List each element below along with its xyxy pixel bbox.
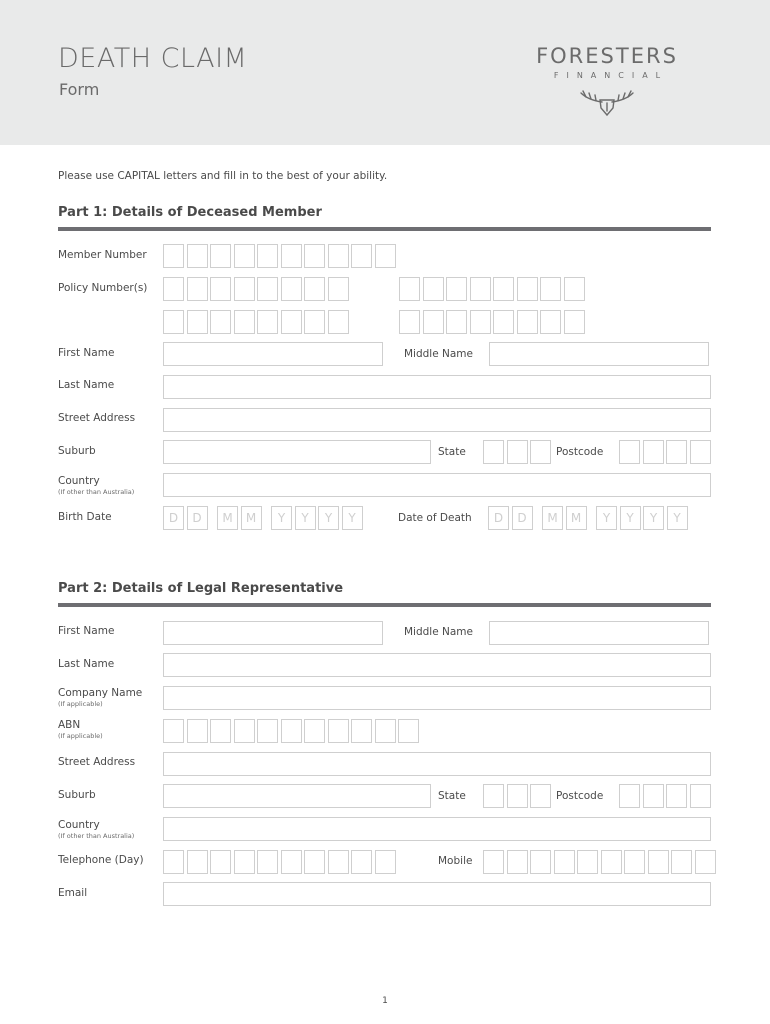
logo-tagline: FINANCIAL [553,71,669,80]
char-box[interactable] [399,310,420,334]
p2-country-note: (If other than Australia) [58,831,135,840]
char-box[interactable] [601,850,622,874]
char-box[interactable] [210,310,231,334]
p1-postcode-label: Postcode [556,446,604,458]
char-box[interactable] [564,277,585,301]
char-box[interactable] [695,850,716,874]
date-box-year[interactable]: Y [271,506,292,530]
email-field[interactable] [163,882,711,906]
char-box[interactable] [619,784,640,808]
char-box[interactable] [671,850,692,874]
char-box[interactable] [187,850,208,874]
char-box[interactable] [470,310,491,334]
abn-boxes[interactable] [163,719,419,743]
policy-number-1-boxes[interactable] [163,277,349,301]
date-box-month[interactable]: M [217,506,238,530]
char-box[interactable] [643,784,664,808]
date-box-year[interactable]: Y [318,506,339,530]
char-box[interactable] [304,310,325,334]
policy-number-2-boxes[interactable] [399,277,585,301]
p2-state-label: State [438,790,466,802]
char-box[interactable] [304,277,325,301]
p2-suburb-label: Suburb [58,789,96,801]
part2-divider [58,603,711,607]
date-box-year[interactable]: Y [295,506,316,530]
document-title: DEATH CLAIM [58,43,248,74]
date-box-day[interactable]: D [187,506,208,530]
char-box[interactable] [328,310,349,334]
char-box[interactable] [470,277,491,301]
p2-first-name-field[interactable] [163,621,383,645]
p1-state-label: State [438,446,466,458]
char-box[interactable] [281,244,302,268]
date-box-year[interactable]: Y [667,506,688,530]
telephone-label: Telephone (Day) [58,854,144,866]
char-box[interactable] [619,440,640,464]
char-box[interactable] [375,850,396,874]
p2-country-field[interactable] [163,817,711,841]
char-box[interactable] [234,277,255,301]
date-box-year[interactable]: Y [342,506,363,530]
p2-country-label-text: Country [58,819,100,831]
p2-first-name-label: First Name [58,625,115,637]
char-box[interactable] [446,310,467,334]
policy-number-4-boxes[interactable] [399,310,585,334]
p1-postcode-boxes[interactable] [619,440,711,464]
birth-date-boxes[interactable] [163,506,363,530]
date-box-day[interactable]: D [488,506,509,530]
char-box[interactable] [257,850,278,874]
char-box[interactable] [328,719,349,743]
char-box[interactable] [554,850,575,874]
part1-divider [58,227,711,231]
p2-postcode-boxes[interactable] [619,784,711,808]
char-box[interactable] [375,244,396,268]
char-box[interactable] [328,277,349,301]
char-box[interactable] [163,719,184,743]
char-box[interactable] [540,277,561,301]
company-name-field[interactable] [163,686,711,710]
char-box[interactable] [234,244,255,268]
char-box[interactable] [423,277,444,301]
part2-heading: Part 2: Details of Legal Representative [58,581,344,596]
p2-middle-name-label: Middle Name [404,626,473,638]
char-box[interactable] [281,310,302,334]
document-subtitle: Form [59,80,100,99]
char-box[interactable] [423,310,444,334]
char-box[interactable] [483,850,504,874]
char-box[interactable] [351,244,372,268]
char-box[interactable] [446,277,467,301]
char-box[interactable] [187,277,208,301]
page-number: 1 [382,996,388,1006]
char-box[interactable] [375,719,396,743]
char-box[interactable] [304,719,325,743]
char-box[interactable] [666,440,687,464]
abn-label [58,720,103,740]
char-box[interactable] [493,277,514,301]
telephone-boxes[interactable] [163,850,396,874]
p1-state-boxes[interactable] [483,440,551,464]
char-box[interactable] [564,310,585,334]
char-box[interactable] [399,277,420,301]
char-box[interactable] [398,719,419,743]
p1-country-field[interactable] [163,473,711,497]
char-box[interactable] [507,850,528,874]
member-number-boxes[interactable] [163,244,396,268]
char-box[interactable] [187,719,208,743]
char-box[interactable] [648,850,669,874]
p1-first-name-field[interactable] [163,342,383,366]
date-box-year[interactable]: Y [596,506,617,530]
char-box[interactable] [507,440,528,464]
mobile-boxes[interactable] [483,850,716,874]
company-name-label-text: Company Name [58,687,143,699]
char-box[interactable] [304,850,325,874]
char-box[interactable] [234,850,255,874]
char-box[interactable] [483,440,504,464]
char-box[interactable] [257,244,278,268]
policy-numbers-label: Policy Number(s) [58,282,148,294]
p1-country-label-text: Country [58,475,100,487]
char-box[interactable] [507,784,528,808]
date-box-month[interactable]: M [241,506,262,530]
stag-antlers-shield-icon [577,90,637,118]
logo-wordmark: FORESTERS [536,44,678,68]
char-box[interactable] [328,244,349,268]
member-number-label: Member Number [58,249,147,261]
p1-suburb-label: Suburb [58,445,96,457]
date-of-death-boxes[interactable] [488,506,688,530]
date-box-month[interactable]: M [566,506,587,530]
abn-note: (If applicable) [58,731,103,740]
abn-label-text: ABN [58,719,81,731]
char-box[interactable] [210,277,231,301]
char-box[interactable] [530,784,551,808]
char-box[interactable] [257,310,278,334]
char-box[interactable] [187,310,208,334]
char-box[interactable] [493,310,514,334]
p1-middle-name-field[interactable] [489,342,709,366]
char-box[interactable] [281,719,302,743]
char-box[interactable] [517,277,538,301]
p2-street-address-field[interactable] [163,752,711,776]
p2-street-address-label: Street Address [58,756,136,768]
p1-last-name-field[interactable] [163,375,711,399]
p2-country-label [58,820,134,840]
birth-date-label: Birth Date [58,511,112,523]
char-box[interactable] [643,440,664,464]
part1-heading: Part 1: Details of Deceased Member [58,205,322,220]
char-box[interactable] [577,850,598,874]
char-box[interactable] [163,310,184,334]
p2-last-name-label: Last Name [58,658,115,670]
p2-last-name-field[interactable] [163,653,711,677]
char-box[interactable] [210,850,231,874]
char-box[interactable] [517,310,538,334]
char-box[interactable] [257,277,278,301]
char-box[interactable] [690,784,711,808]
date-box-month[interactable]: M [542,506,563,530]
char-box[interactable] [540,310,561,334]
char-box[interactable] [210,719,231,743]
char-box[interactable] [483,784,504,808]
char-box[interactable] [351,719,372,743]
char-box[interactable] [234,719,255,743]
mobile-label: Mobile [438,855,473,867]
p2-postcode-label: Postcode [556,790,604,802]
char-box[interactable] [281,277,302,301]
p1-country-note: (If other than Australia) [58,487,135,496]
p2-middle-name-field[interactable] [489,621,709,645]
char-box[interactable] [530,850,551,874]
p1-street-address-label: Street Address [58,412,136,424]
date-of-death-label: Date of Death [398,512,472,524]
char-box[interactable] [666,784,687,808]
char-box[interactable] [351,850,372,874]
instructions-text: Please use CAPITAL letters and fill in to the best of your ability. [58,170,388,182]
p1-last-name-label: Last Name [58,379,115,391]
p1-first-name-label: First Name [58,347,115,359]
header-banner [0,0,770,145]
char-box[interactable] [328,850,349,874]
char-box[interactable] [163,850,184,874]
date-box-year[interactable]: Y [620,506,641,530]
company-name-label [58,688,142,708]
char-box[interactable] [690,440,711,464]
p1-middle-name-label: Middle Name [404,348,473,360]
date-box-year[interactable]: Y [643,506,664,530]
char-box[interactable] [624,850,645,874]
p2-state-boxes[interactable] [483,784,551,808]
p2-suburb-field[interactable] [163,784,431,808]
email-label: Email [58,887,88,899]
p1-street-address-field[interactable] [163,408,711,432]
company-name-note: (If applicable) [58,699,103,708]
date-box-day[interactable]: D [512,506,533,530]
foresters-logo [500,46,714,120]
char-box[interactable] [187,244,208,268]
char-box[interactable] [304,244,325,268]
char-box[interactable] [163,244,184,268]
p1-suburb-field[interactable] [163,440,431,464]
policy-number-3-boxes[interactable] [163,310,349,334]
char-box[interactable] [210,244,231,268]
char-box[interactable] [530,440,551,464]
char-box[interactable] [257,719,278,743]
char-box[interactable] [163,277,184,301]
date-box-day[interactable]: D [163,506,184,530]
p1-country-label [58,476,134,496]
char-box[interactable] [281,850,302,874]
char-box[interactable] [234,310,255,334]
